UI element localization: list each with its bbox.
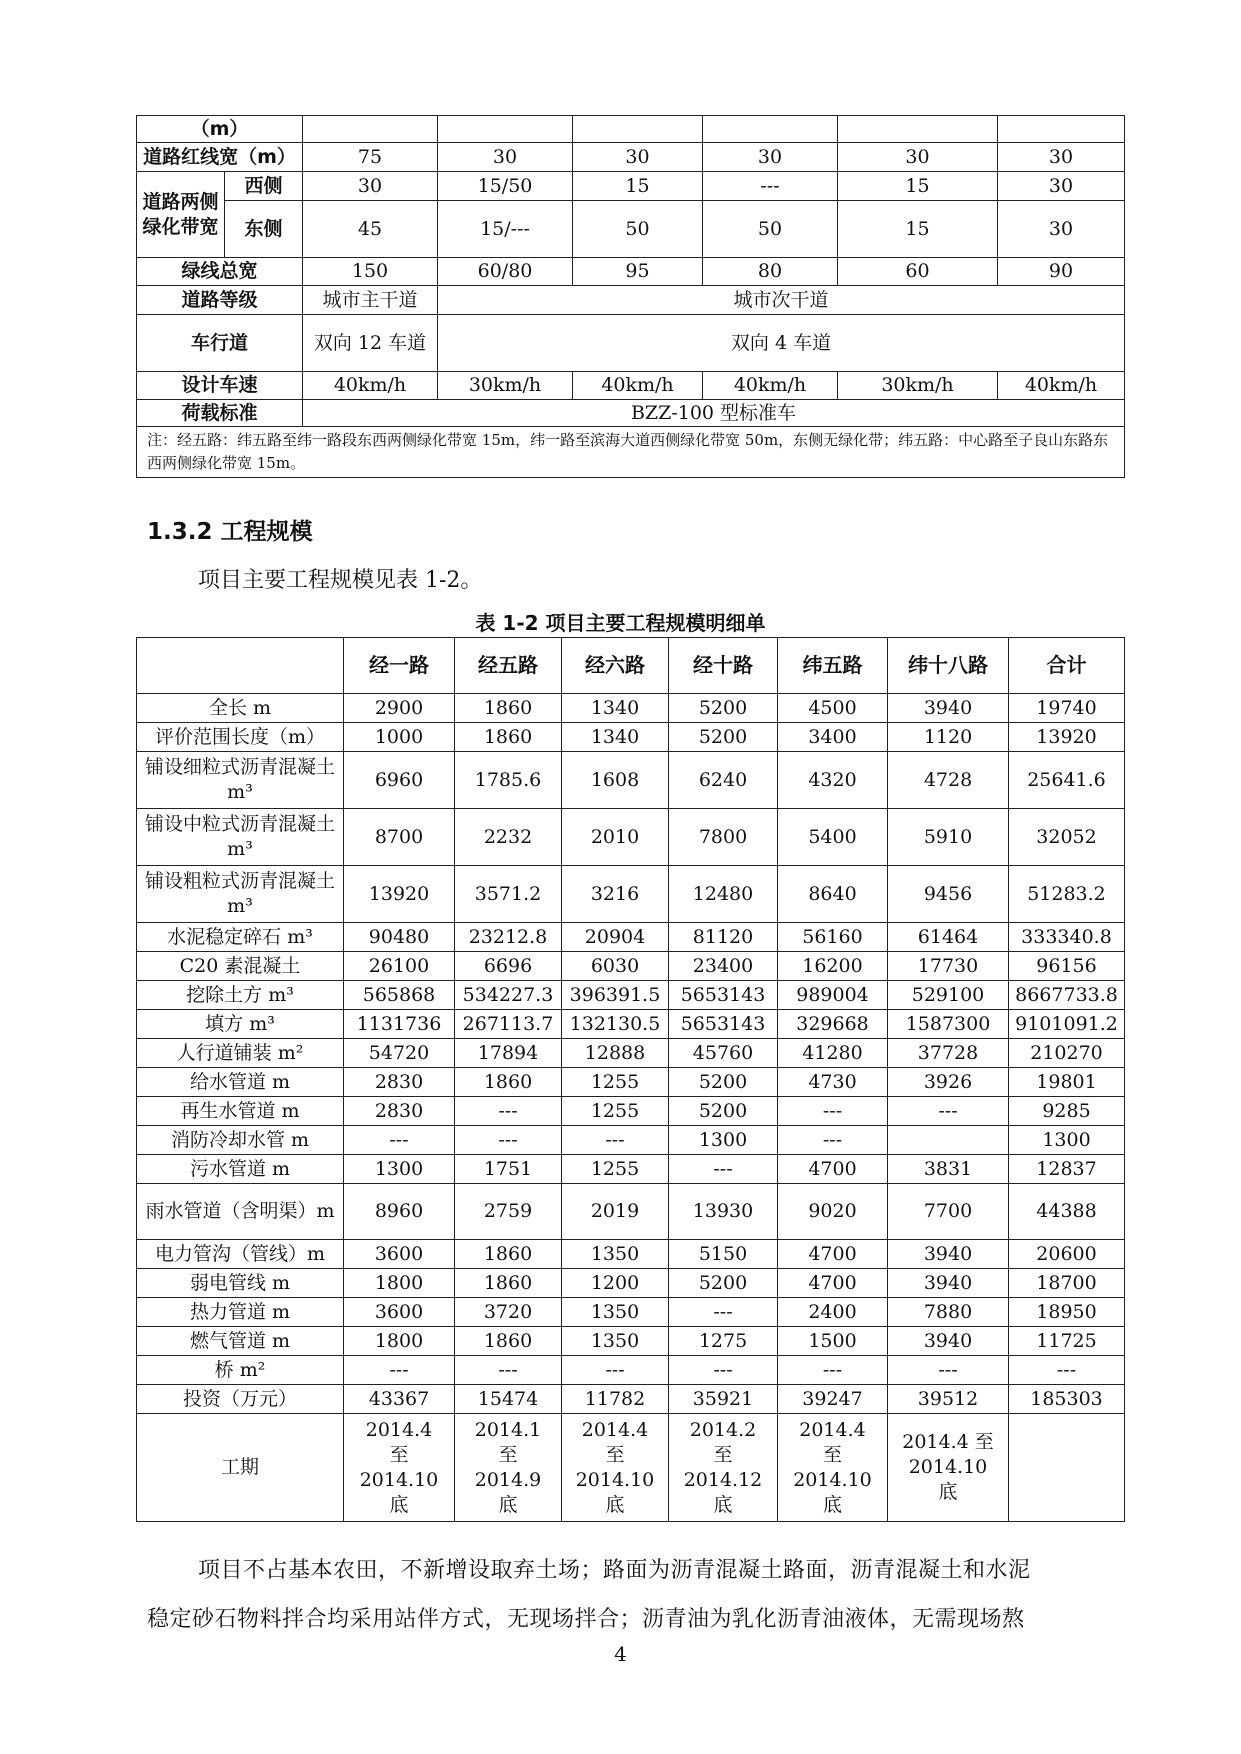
table-cell: --- — [562, 1126, 669, 1155]
table-cell: 1120 — [888, 723, 1009, 752]
table-cell: 45760 — [669, 1039, 778, 1068]
cell: 30 — [438, 143, 573, 172]
table-cell: 6696 — [455, 952, 562, 981]
table-cell: 396391.5 — [562, 981, 669, 1010]
table-cell: --- — [562, 1356, 669, 1385]
table-cell: 6960 — [344, 752, 455, 809]
table-caption: 表 1-2 项目主要工程规模明细单 — [475, 611, 766, 635]
table-cell: --- — [778, 1356, 888, 1385]
table-cell: 1800 — [344, 1269, 455, 1298]
table-cell: 2830 — [344, 1097, 455, 1126]
table-cell: 7880 — [888, 1298, 1009, 1327]
row-label: 再生水管道 m — [137, 1097, 344, 1126]
row-label: 热力管道 m — [137, 1298, 344, 1327]
table-cell: --- — [455, 1097, 562, 1126]
table-row — [137, 1097, 1125, 1126]
table-cell: 35921 — [669, 1385, 778, 1414]
table-cell: 1608 — [562, 752, 669, 809]
note-row — [137, 427, 1125, 478]
cell: 30 — [998, 201, 1125, 258]
table-cell: 1200 — [562, 1269, 669, 1298]
table-cell: 9456 — [888, 866, 1009, 923]
table-row — [137, 809, 1125, 866]
table-cell: 39247 — [778, 1385, 888, 1414]
cell: BZZ-100 型标准车 — [303, 400, 1125, 427]
table-cell: 12480 — [669, 866, 778, 923]
row-label: 评价范围长度（m） — [137, 723, 344, 752]
table-cell: 4700 — [778, 1269, 888, 1298]
cell: 30 — [303, 172, 438, 201]
table-cell: --- — [778, 1126, 888, 1155]
table-cell: 90480 — [344, 923, 455, 952]
table-cell: 1300 — [1009, 1126, 1125, 1155]
table-cell: --- — [888, 1356, 1009, 1385]
row-label: 工期 — [137, 1414, 344, 1522]
table-cell: 1860 — [455, 1240, 562, 1269]
cell: 60/80 — [438, 258, 573, 286]
cell: 15 — [838, 201, 998, 258]
row-label: 雨水管道（含明渠）m — [137, 1184, 344, 1240]
row-label: 水泥稳定碎石 m³ — [137, 923, 344, 952]
table-cell: 18700 — [1009, 1269, 1125, 1298]
table-cell: 1350 — [562, 1327, 669, 1356]
table-cell: 3940 — [888, 1327, 1009, 1356]
table-cell: 1000 — [344, 723, 455, 752]
table-cell: 3940 — [888, 694, 1009, 723]
table-cell: 5150 — [669, 1240, 778, 1269]
table-cell: 5653143 — [669, 1010, 778, 1039]
row-label: 道路红线宽（m） — [137, 143, 303, 172]
table-cell: 19801 — [1009, 1068, 1125, 1097]
table-cell: 132130.5 — [562, 1010, 669, 1039]
table-cell: 11725 — [1009, 1327, 1125, 1356]
table-cell: 12888 — [562, 1039, 669, 1068]
table-cell: 5653143 — [669, 981, 778, 1010]
table-cell: 11782 — [562, 1385, 669, 1414]
table-cell: 210270 — [1009, 1039, 1125, 1068]
row-label: 挖除土方 m³ — [137, 981, 344, 1010]
unit-row — [137, 116, 1125, 143]
cell: 15 — [838, 172, 998, 201]
table-cell: 13920 — [344, 866, 455, 923]
body-paragraph-line-2: 稳定砂石物料拌合均采用站伴方式，无现场拌合；沥青油为乳化沥青油液体，无需现场熬 — [147, 1607, 1025, 1632]
table-row — [137, 952, 1125, 981]
row-label: 道路等级 — [137, 286, 303, 315]
table-cell — [1009, 1414, 1125, 1522]
table-cell: 2759 — [455, 1184, 562, 1240]
table-cell: 20904 — [562, 923, 669, 952]
east-row — [137, 201, 1125, 258]
sub-label: 东侧 — [225, 201, 303, 258]
table-row — [137, 1327, 1125, 1356]
table-cell: 17730 — [888, 952, 1009, 981]
column-header: 经一路 — [344, 638, 455, 694]
table-cell: 9285 — [1009, 1097, 1125, 1126]
table-cell: 2019 — [562, 1184, 669, 1240]
table-cell: --- — [669, 1356, 778, 1385]
table-cell: 329668 — [778, 1010, 888, 1039]
table-cell: 6030 — [562, 952, 669, 981]
table-cell: --- — [669, 1155, 778, 1184]
table-cell: 5910 — [888, 809, 1009, 866]
cell: 80 — [703, 258, 838, 286]
load-row — [137, 400, 1125, 427]
table-row — [137, 752, 1125, 809]
table-cell: 51283.2 — [1009, 866, 1125, 923]
table-cell: 1587300 — [888, 1010, 1009, 1039]
lanes-row — [137, 315, 1125, 372]
table-cell: 2830 — [344, 1068, 455, 1097]
table-cell: 1350 — [562, 1298, 669, 1327]
row-label: 全长 m — [137, 694, 344, 723]
column-header: 纬五路 — [778, 638, 888, 694]
table-cell: 44388 — [1009, 1184, 1125, 1240]
column-header: 经五路 — [455, 638, 562, 694]
cell: 城市主干道 — [303, 286, 438, 315]
table-cell: 4500 — [778, 694, 888, 723]
cell: 30 — [703, 143, 838, 172]
table-cell: 9101091.2 — [1009, 1010, 1125, 1039]
table-row — [137, 1039, 1125, 1068]
sub-label: 西侧 — [225, 172, 303, 201]
table-cell: 1275 — [669, 1327, 778, 1356]
table-cell: 1860 — [455, 1269, 562, 1298]
table-cell: 2014.1 至 2014.9 底 — [455, 1414, 562, 1522]
row-label: 给水管道 m — [137, 1068, 344, 1097]
table-cell: 989004 — [778, 981, 888, 1010]
column-header: 纬十八路 — [888, 638, 1009, 694]
row-label: 桥 m² — [137, 1356, 344, 1385]
table-cell: 5400 — [778, 809, 888, 866]
cell: 95 — [573, 258, 703, 286]
table-cell: 4728 — [888, 752, 1009, 809]
table-cell: 1300 — [669, 1126, 778, 1155]
table-cell: --- — [778, 1097, 888, 1126]
row-label: 道路两侧绿化带宽 — [137, 172, 225, 258]
row-label: 车行道 — [137, 315, 303, 372]
table-cell: 565868 — [344, 981, 455, 1010]
table-cell: 8640 — [778, 866, 888, 923]
table-cell: --- — [888, 1097, 1009, 1126]
table-cell: 3600 — [344, 1240, 455, 1269]
table-cell: 26100 — [344, 952, 455, 981]
table-cell: 7700 — [888, 1184, 1009, 1240]
row-label: 铺设中粒式沥青混凝土 m³ — [137, 809, 344, 866]
table-cell: 12837 — [1009, 1155, 1125, 1184]
table-cell: 267113.7 — [455, 1010, 562, 1039]
row-label: 人行道铺装 m² — [137, 1039, 344, 1068]
table-cell: 13930 — [669, 1184, 778, 1240]
table-row — [137, 923, 1125, 952]
table-cell: 23212.8 — [455, 923, 562, 952]
table-cell: 3831 — [888, 1155, 1009, 1184]
road-standard-table — [136, 115, 1125, 478]
cell: 双向 4 车道 — [438, 315, 1125, 372]
table-cell: 25641.6 — [1009, 752, 1125, 809]
table-cell: 333340.8 — [1009, 923, 1125, 952]
table-cell: 16200 — [778, 952, 888, 981]
table-cell: 19740 — [1009, 694, 1125, 723]
table-cell: 1255 — [562, 1155, 669, 1184]
table-row — [137, 1414, 1125, 1522]
table-cell: 2014.4 至 2014.10 底 — [344, 1414, 455, 1522]
cell: 90 — [998, 258, 1125, 286]
table-cell: 1800 — [344, 1327, 455, 1356]
table-cell: --- — [344, 1126, 455, 1155]
cell: 30 — [838, 143, 998, 172]
table-cell: 81120 — [669, 923, 778, 952]
table-cell: 1255 — [562, 1068, 669, 1097]
row-label: 荷载标准 — [137, 400, 303, 427]
table-row — [137, 1010, 1125, 1039]
table-cell: --- — [1009, 1356, 1125, 1385]
cell: 15/--- — [438, 201, 573, 258]
table-cell: 6240 — [669, 752, 778, 809]
red-line-row — [137, 143, 1125, 172]
column-header — [137, 638, 344, 694]
cell: 双向 12 车道 — [303, 315, 438, 372]
table-cell: 5200 — [669, 723, 778, 752]
cell: 75 — [303, 143, 438, 172]
table-cell: 61464 — [888, 923, 1009, 952]
table-cell: 2900 — [344, 694, 455, 723]
table-row — [137, 723, 1125, 752]
table-cell: 4320 — [778, 752, 888, 809]
table-cell: 1340 — [562, 723, 669, 752]
table-cell: 1500 — [778, 1327, 888, 1356]
project-scale-table — [136, 637, 1125, 1522]
table-cell: 2400 — [778, 1298, 888, 1327]
table-cell: 96156 — [1009, 952, 1125, 981]
column-header: 经十路 — [669, 638, 778, 694]
table-cell: --- — [669, 1298, 778, 1327]
row-label: 铺设细粒式沥青混凝土 m³ — [137, 752, 344, 809]
row-label: 燃气管道 m — [137, 1327, 344, 1356]
column-header: 经六路 — [562, 638, 669, 694]
table-cell: 4730 — [778, 1068, 888, 1097]
column-header: 合计 — [1009, 638, 1125, 694]
cell: 150 — [303, 258, 438, 286]
cell: 城市次干道 — [438, 286, 1125, 315]
table-cell: 1860 — [455, 1327, 562, 1356]
table-cell: 56160 — [778, 923, 888, 952]
table-cell: 1340 — [562, 694, 669, 723]
table-row — [137, 1155, 1125, 1184]
table-cell: 5200 — [669, 1269, 778, 1298]
table-cell: 3926 — [888, 1068, 1009, 1097]
table-cell: 2232 — [455, 809, 562, 866]
table-cell: 17894 — [455, 1039, 562, 1068]
table-cell: 3600 — [344, 1298, 455, 1327]
row-label: 投资（万元） — [137, 1385, 344, 1414]
table-cell: 529100 — [888, 981, 1009, 1010]
table-cell: 3571.2 — [455, 866, 562, 923]
table-cell: 5200 — [669, 694, 778, 723]
table-cell: 3940 — [888, 1269, 1009, 1298]
table-cell: --- — [344, 1356, 455, 1385]
table-row — [137, 1126, 1125, 1155]
table-cell: 1300 — [344, 1155, 455, 1184]
table-row — [137, 866, 1125, 923]
section-intro: 项目主要工程规模见表 1-2。 — [198, 568, 483, 593]
table-cell: 2014.4 至 2014.10 底 — [888, 1414, 1009, 1522]
table-row — [137, 1356, 1125, 1385]
west-row — [137, 172, 1125, 201]
table-cell: 5200 — [669, 1097, 778, 1126]
table-cell: 5200 — [669, 1068, 778, 1097]
cell: --- — [703, 172, 838, 201]
table-cell: 20600 — [1009, 1240, 1125, 1269]
table-cell: 2014.4 至 2014.10 底 — [562, 1414, 669, 1522]
cell: 30 — [998, 143, 1125, 172]
table-cell: 4700 — [778, 1155, 888, 1184]
row-label: 绿线总宽 — [137, 258, 303, 286]
table-row — [137, 1184, 1125, 1240]
table-row — [137, 1068, 1125, 1097]
body-paragraph-line-1: 项目不占基本农田，不新增设取弃土场；路面为沥青混凝土路面，沥青混凝土和水泥 — [198, 1558, 1031, 1583]
table-cell: 1255 — [562, 1097, 669, 1126]
row-label: 设计车速 — [137, 372, 303, 400]
row-label: 电力管沟（管线）m — [137, 1240, 344, 1269]
table-cell: 32052 — [1009, 809, 1125, 866]
cell: 45 — [303, 201, 438, 258]
table-cell: 3400 — [778, 723, 888, 752]
cell: 30km/h — [838, 372, 998, 400]
cell: 40km/h — [998, 372, 1125, 400]
cell: 30 — [998, 172, 1125, 201]
table-cell: 54720 — [344, 1039, 455, 1068]
table-cell: 23400 — [669, 952, 778, 981]
speed-row — [137, 372, 1125, 400]
table-row — [137, 1240, 1125, 1269]
cell: 15 — [573, 172, 703, 201]
table-row — [137, 694, 1125, 723]
table-cell: 3720 — [455, 1298, 562, 1327]
section-heading: 1.3.2 工程规模 — [147, 519, 313, 545]
row-label: 填方 m³ — [137, 1010, 344, 1039]
total-row — [137, 258, 1125, 286]
table-cell: 1860 — [455, 723, 562, 752]
table-note: 注：经五路：纬五路至纬一路段东西两侧绿化带宽 15m，纬一路至滨海大道西侧绿化带宽 50m，东侧无绿化带；纬五路：中心路至子良山东路东西两侧绿化带宽 15m。 — [137, 427, 1125, 478]
table-cell: 185303 — [1009, 1385, 1125, 1414]
table-cell: 37728 — [888, 1039, 1009, 1068]
cell: 60 — [838, 258, 998, 286]
row-label: 消防冷却水管 m — [137, 1126, 344, 1155]
grade-row — [137, 286, 1125, 315]
table-row — [137, 1298, 1125, 1327]
row-label: 铺设粗粒式沥青混凝土 m³ — [137, 866, 344, 923]
cell: 50 — [703, 201, 838, 258]
table-cell: 15474 — [455, 1385, 562, 1414]
table-cell: --- — [455, 1356, 562, 1385]
table-cell: 2014.4 至 2014.10 底 — [778, 1414, 888, 1522]
table-cell: 3940 — [888, 1240, 1009, 1269]
table-cell: 13920 — [1009, 723, 1125, 752]
cell: 15/50 — [438, 172, 573, 201]
table-row — [137, 1385, 1125, 1414]
table-cell: 4700 — [778, 1240, 888, 1269]
table-cell: 8700 — [344, 809, 455, 866]
table-cell: 9020 — [778, 1184, 888, 1240]
table-cell: 41280 — [778, 1039, 888, 1068]
cell: 40km/h — [303, 372, 438, 400]
table-cell: 8960 — [344, 1184, 455, 1240]
table-header-row — [137, 638, 1125, 694]
table-cell: 2014.2 至 2014.12 底 — [669, 1414, 778, 1522]
table-cell: 1751 — [455, 1155, 562, 1184]
cell: 30km/h — [438, 372, 573, 400]
row-label: 弱电管线 m — [137, 1269, 344, 1298]
table-cell: 534227.3 — [455, 981, 562, 1010]
table-cell: --- — [455, 1126, 562, 1155]
row-label: C20 素混凝土 — [137, 952, 344, 981]
table-cell: 18950 — [1009, 1298, 1125, 1327]
table-cell: 1860 — [455, 694, 562, 723]
page-number: 4 — [614, 1642, 627, 1666]
table-cell: 1785.6 — [455, 752, 562, 809]
table-cell: 43367 — [344, 1385, 455, 1414]
row-label: 污水管道 m — [137, 1155, 344, 1184]
table-cell: 2010 — [562, 809, 669, 866]
table-cell: 1350 — [562, 1240, 669, 1269]
cell: 50 — [573, 201, 703, 258]
cell: 40km/h — [703, 372, 838, 400]
table-cell: 7800 — [669, 809, 778, 866]
table-cell: 39512 — [888, 1385, 1009, 1414]
table-cell: 1860 — [455, 1068, 562, 1097]
cell: 40km/h — [573, 372, 703, 400]
table-cell: 8667733.8 — [1009, 981, 1125, 1010]
table-cell: 1131736 — [344, 1010, 455, 1039]
table-row — [137, 981, 1125, 1010]
table-cell — [888, 1126, 1009, 1155]
table-cell: 3216 — [562, 866, 669, 923]
cell: 30 — [573, 143, 703, 172]
unit-label: （m） — [137, 116, 303, 143]
table-row — [137, 1269, 1125, 1298]
